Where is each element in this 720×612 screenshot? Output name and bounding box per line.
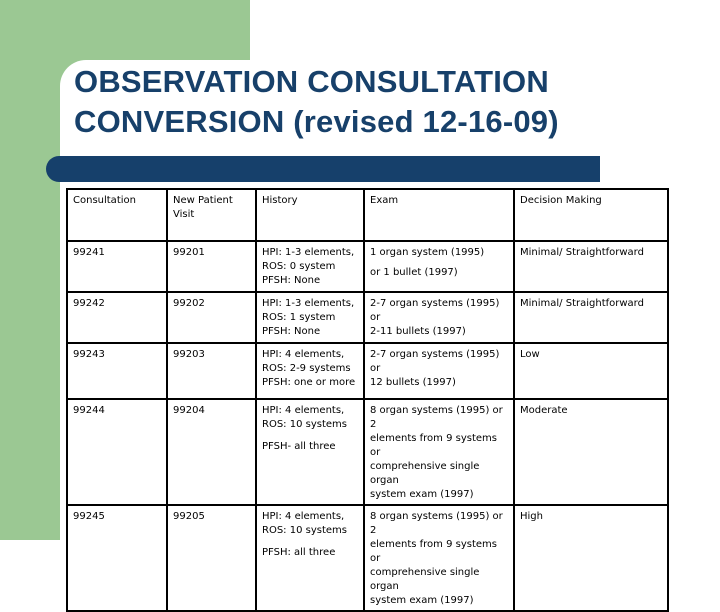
cell-text: ROS: 10 systems xyxy=(262,525,347,536)
cell-history xyxy=(256,241,364,292)
cell-text: 99244 xyxy=(73,405,105,416)
cell-new-patient xyxy=(167,343,256,399)
cell-text: 99202 xyxy=(173,298,205,309)
cell-decision xyxy=(514,343,668,399)
cell-text: ROS: 2-9 systems xyxy=(262,363,351,374)
cell-exam xyxy=(364,343,514,399)
cell-new-patient xyxy=(167,241,256,292)
cell-text: PFSH- all three xyxy=(262,441,336,452)
conversion-table xyxy=(66,188,669,612)
cell-history xyxy=(256,292,364,343)
cell-text: 2-7 organ systems (1995) or xyxy=(370,349,500,374)
slide-title-line-2: CONVERSION (revised 12-16-09) xyxy=(74,104,559,139)
cell-consultation xyxy=(67,399,167,505)
cell-consultation xyxy=(67,241,167,292)
table-header-row xyxy=(67,189,668,241)
cell-consultation xyxy=(67,505,167,611)
cell-decision xyxy=(514,292,668,343)
cell-text: 99203 xyxy=(173,349,205,360)
header-new-patient xyxy=(167,189,256,241)
cell-text: 2-7 organ systems (1995) or xyxy=(370,298,500,323)
cell-text: HPI: 4 elements, xyxy=(262,349,345,360)
cell-decision xyxy=(514,399,668,505)
cell-text: or 1 bullet (1997) xyxy=(370,267,458,278)
cell-consultation xyxy=(67,343,167,399)
cell-text: 8 organ systems (1995) or 2 xyxy=(370,511,503,536)
cell-text: 99245 xyxy=(73,511,105,522)
cell-text: ROS: 0 system xyxy=(262,261,336,272)
table-row xyxy=(67,343,668,399)
cell-decision xyxy=(514,505,668,611)
header-exam-text: Exam xyxy=(370,195,399,206)
header-decision-text: Decision Making xyxy=(520,195,602,206)
slide-title xyxy=(74,62,704,142)
cell-text: PFSH: None xyxy=(262,275,321,286)
cell-text: 12 bullets (1997) xyxy=(370,377,456,388)
table-row xyxy=(67,399,668,505)
cell-exam xyxy=(364,241,514,292)
header-history-text: History xyxy=(262,195,298,206)
cell-text: PFSH: all three xyxy=(262,547,336,558)
cell-text: ROS: 10 systems xyxy=(262,419,347,430)
cell-history xyxy=(256,505,364,611)
cell-text: PFSH: None xyxy=(262,326,321,337)
header-history xyxy=(256,189,364,241)
cell-consultation xyxy=(67,292,167,343)
header-exam xyxy=(364,189,514,241)
cell-text: HPI: 1-3 elements, xyxy=(262,298,355,309)
cell-text: Minimal/ Straightforward xyxy=(520,298,644,309)
cell-text: 2-11 bullets (1997) xyxy=(370,326,466,337)
green-decoration-strip xyxy=(0,60,60,540)
cell-text: Low xyxy=(520,349,540,360)
cell-text: comprehensive single organ xyxy=(370,461,480,486)
cell-text: comprehensive single organ xyxy=(370,567,480,592)
cell-new-patient xyxy=(167,505,256,611)
slide-title-line-1: OBSERVATION CONSULTATION xyxy=(74,64,549,99)
cell-text: elements from 9 systems or xyxy=(370,433,497,458)
header-consultation-text: Consultation xyxy=(73,195,136,206)
header-new-patient-text-2: Visit xyxy=(173,209,195,220)
cell-text: Minimal/ Straightforward xyxy=(520,247,644,258)
cell-text: PFSH: one or more xyxy=(262,377,356,388)
cell-text: 99242 xyxy=(73,298,105,309)
header-consultation xyxy=(67,189,167,241)
header-new-patient-text-1: New Patient xyxy=(173,195,233,206)
cell-text: Moderate xyxy=(520,405,568,416)
cell-text: system exam (1997) xyxy=(370,489,474,500)
cell-text: High xyxy=(520,511,543,522)
cell-text: 99241 xyxy=(73,247,105,258)
table-row xyxy=(67,505,668,611)
cell-new-patient xyxy=(167,292,256,343)
cell-text: HPI: 1-3 elements, xyxy=(262,247,355,258)
cell-text: 8 organ systems (1995) or 2 xyxy=(370,405,503,430)
cell-text: 99201 xyxy=(173,247,205,258)
cell-exam xyxy=(364,505,514,611)
table-row xyxy=(67,292,668,343)
cell-text: HPI: 4 elements, xyxy=(262,511,345,522)
table-row xyxy=(67,241,668,292)
cell-text: HPI: 4 elements, xyxy=(262,405,345,416)
cell-new-patient xyxy=(167,399,256,505)
cell-text: ROS: 1 system xyxy=(262,312,336,323)
cell-exam xyxy=(364,292,514,343)
cell-text: 99243 xyxy=(73,349,105,360)
cell-history xyxy=(256,343,364,399)
cell-text: system exam (1997) xyxy=(370,595,474,606)
cell-history xyxy=(256,399,364,505)
cell-text: elements from 9 systems or xyxy=(370,539,497,564)
header-decision xyxy=(514,189,668,241)
cell-text: 99204 xyxy=(173,405,205,416)
cell-text: 99205 xyxy=(173,511,205,522)
title-underline-bar xyxy=(46,156,600,182)
cell-decision xyxy=(514,241,668,292)
cell-exam xyxy=(364,399,514,505)
cell-text: 1 organ system (1995) xyxy=(370,247,485,258)
